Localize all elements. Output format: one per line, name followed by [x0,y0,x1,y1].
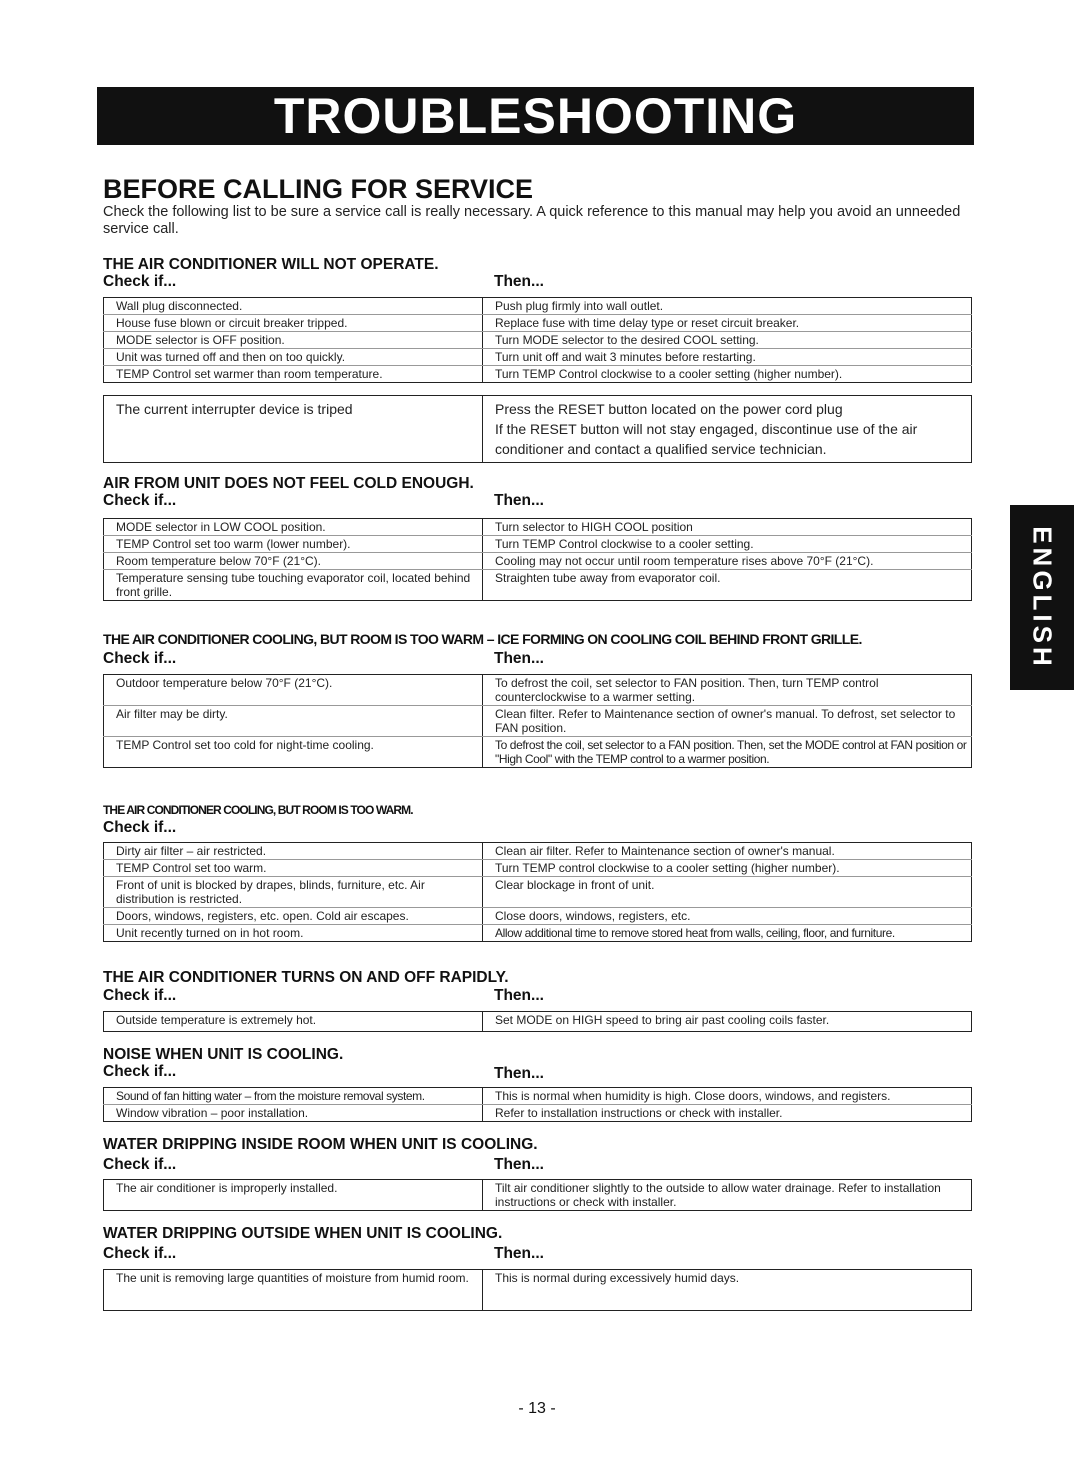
troubleshooting-table [103,297,972,383]
intro-text: Check the following list to be sure a service call is really necessary. A quick reference to this manual may help you avoid an unneeded service call. [103,204,961,237]
table-row [104,1270,972,1311]
check-cell: Unit was turned off and then on too quickly. [104,349,483,366]
check-cell: TEMP Control set too warm (lower number). [104,536,483,553]
check-cell: MODE selector is OFF position. [104,332,483,349]
table-row [104,332,972,349]
section-title: THE AIR CONDITIONER COOLING, BUT ROOM IS TOO WARM. [103,803,413,817]
then-cell: Turn TEMP control clockwise to a cooler setting (higher number). [483,860,972,877]
troubleshooting-table [103,1087,972,1122]
table-row [104,570,972,601]
then-cell: To defrost the coil, set selector to FAN position. Then, turn TEMP control counterclockwise to a warmer setting. [483,675,972,706]
check-if-heading: Check if... [103,1063,177,1080]
then-cell: Clean air filter. Refer to Maintenance section of owner's manual. [483,843,972,860]
table-row [104,925,972,942]
then-line: Press the RESET button located on the power cord plug [495,401,843,417]
check-cell: House fuse blown or circuit breaker tripped. [104,315,483,332]
section-title: WATER DRIPPING INSIDE ROOM WHEN UNIT IS COOLING. [103,1136,538,1153]
then-cell: Clean filter. Refer to Maintenance section of owner's manual. To defrost, set selector to FAN position. [483,706,972,737]
section-title: THE AIR CONDITIONER TURNS ON AND OFF RAPIDLY. [103,969,509,986]
then-cell: Refer to installation instructions or check with installer. [483,1105,972,1122]
check-if-heading: Check if... [103,1156,177,1173]
section-title: AIR FROM UNIT DOES NOT FEEL COLD ENOUGH. [103,475,474,492]
check-if-heading: Check if... [103,987,177,1004]
table-row [104,1105,972,1122]
check-if-heading: Check if... [103,492,177,509]
then-cell: Turn TEMP Control clockwise to a cooler setting. [483,536,972,553]
check-cell: Outdoor temperature below 70°F (21°C). [104,675,483,706]
troubleshooting-table [103,518,972,601]
table-row [104,349,972,366]
table-row [104,877,972,908]
check-if-heading: Check if... [103,273,177,290]
check-cell: Window vibration – poor installation. [104,1105,483,1122]
check-cell: Room temperature below 70°F (21°C). [104,553,483,570]
check-cell: The unit is removing large quantities of moisture from humid room. [104,1270,483,1311]
then-cell: Turn unit off and wait 3 minutes before restarting. [483,349,972,366]
then-cell: Set MODE on HIGH speed to bring air past cooling coils faster. [483,1012,972,1032]
check-cell: Air filter may be dirty. [104,706,483,737]
check-cell: Doors, windows, registers, etc. open. Cold air escapes. [104,908,483,925]
then-cell: This is normal when humidity is high. Close doors, windows, and registers. [483,1088,972,1105]
section-title: THE AIR CONDITIONER COOLING, BUT ROOM IS TOO WARM – ICE FORMING ON COOLING COIL BEHIND FRONT GRILLE. [103,631,862,647]
table-row [104,737,972,768]
page-number: - 13 - [518,1400,556,1417]
section-title: THE AIR CONDITIONER WILL NOT OPERATE. [103,256,439,273]
check-cell: Outside temperature is extremely hot. [104,1012,483,1032]
check-cell: The current interrupter device is triped [104,396,483,463]
table-row [104,366,972,383]
then-line: If the RESET button will not stay engaged, discontinue use of the air conditioner and contact a qualified service technician. [495,421,918,457]
then-cell: Turn MODE selector to the desired COOL setting. [483,332,972,349]
table-row [104,843,972,860]
then-cell [483,396,972,463]
table-row [104,675,972,706]
check-cell: MODE selector in LOW COOL position. [104,519,483,536]
table-row [104,553,972,570]
troubleshooting-table [103,842,972,942]
language-side-tab [1010,505,1074,690]
then-heading: Then... [494,1156,544,1173]
troubleshooting-table [103,1269,972,1311]
language-label: ENGLISH [1027,525,1058,670]
check-if-heading: Check if... [103,1245,177,1262]
check-cell: The air conditioner is improperly installed. [104,1180,483,1211]
then-cell: Replace fuse with time delay type or reset circuit breaker. [483,315,972,332]
then-cell: Push plug firmly into wall outlet. [483,298,972,315]
troubleshooting-table [103,395,972,463]
table-row [104,1088,972,1105]
section-title: WATER DRIPPING OUTSIDE WHEN UNIT IS COOLING. [103,1225,503,1242]
troubleshooting-table [103,674,972,768]
then-cell: Turn selector to HIGH COOL position [483,519,972,536]
page-banner [97,87,974,145]
table-row [104,1012,972,1032]
then-heading: Then... [494,987,544,1004]
check-cell: Dirty air filter – air restricted. [104,843,483,860]
page-title: BEFORE CALLING FOR SERVICE [103,174,534,204]
check-cell: Temperature sensing tube touching evaporator coil, located behind front grille. [104,570,483,601]
check-cell: Wall plug disconnected. [104,298,483,315]
then-cell: Tilt air conditioner slightly to the outside to allow water drainage. Refer to installation instructions or check with installer. [483,1180,972,1211]
then-cell: Turn TEMP Control clockwise to a cooler setting (higher number). [483,366,972,383]
check-if-heading: Check if... [103,650,177,667]
table-row [104,298,972,315]
then-cell: Allow additional time to remove stored heat from walls, ceiling, floor, and furniture. [483,925,972,942]
troubleshooting-table [103,1179,972,1211]
then-heading: Then... [494,1245,544,1262]
table-row [104,396,972,463]
check-cell: TEMP Control set too warm. [104,860,483,877]
table-row [104,908,972,925]
then-cell: Straighten tube away from evaporator coil. [483,570,972,601]
check-cell: Unit recently turned on in hot room. [104,925,483,942]
table-row [104,860,972,877]
banner-title: TROUBLESHOOTING [273,88,798,144]
then-cell: Cooling may not occur until room temperature rises above 70°F (21°C). [483,553,972,570]
check-cell: TEMP Control set warmer than room temperature. [104,366,483,383]
check-if-heading: Check if... [103,819,177,836]
then-cell: Close doors, windows, registers, etc. [483,908,972,925]
then-heading: Then... [494,492,544,509]
then-cell: Clear blockage in front of unit. [483,877,972,908]
table-row [104,536,972,553]
table-row [104,706,972,737]
check-cell: Front of unit is blocked by drapes, blinds, furniture, etc. Air distribution is restricted. [104,877,483,908]
check-cell: TEMP Control set too cold for night-time cooling. [104,737,483,768]
table-row [104,519,972,536]
then-cell: This is normal during excessively humid days. [483,1270,972,1311]
table-row [104,1180,972,1211]
then-cell: To defrost the coil, set selector to a FAN position. Then, set the MODE control at FAN position or "High Cool" with the TEMP control to a warmer position. [483,737,972,768]
then-heading: Then... [494,1065,544,1082]
check-cell: Sound of fan hitting water – from the moisture removal system. [104,1088,483,1105]
table-row [104,315,972,332]
troubleshooting-table [103,1011,972,1032]
section-title: NOISE WHEN UNIT IS COOLING. [103,1046,344,1063]
then-heading: Then... [494,650,544,667]
then-heading: Then... [494,273,544,290]
